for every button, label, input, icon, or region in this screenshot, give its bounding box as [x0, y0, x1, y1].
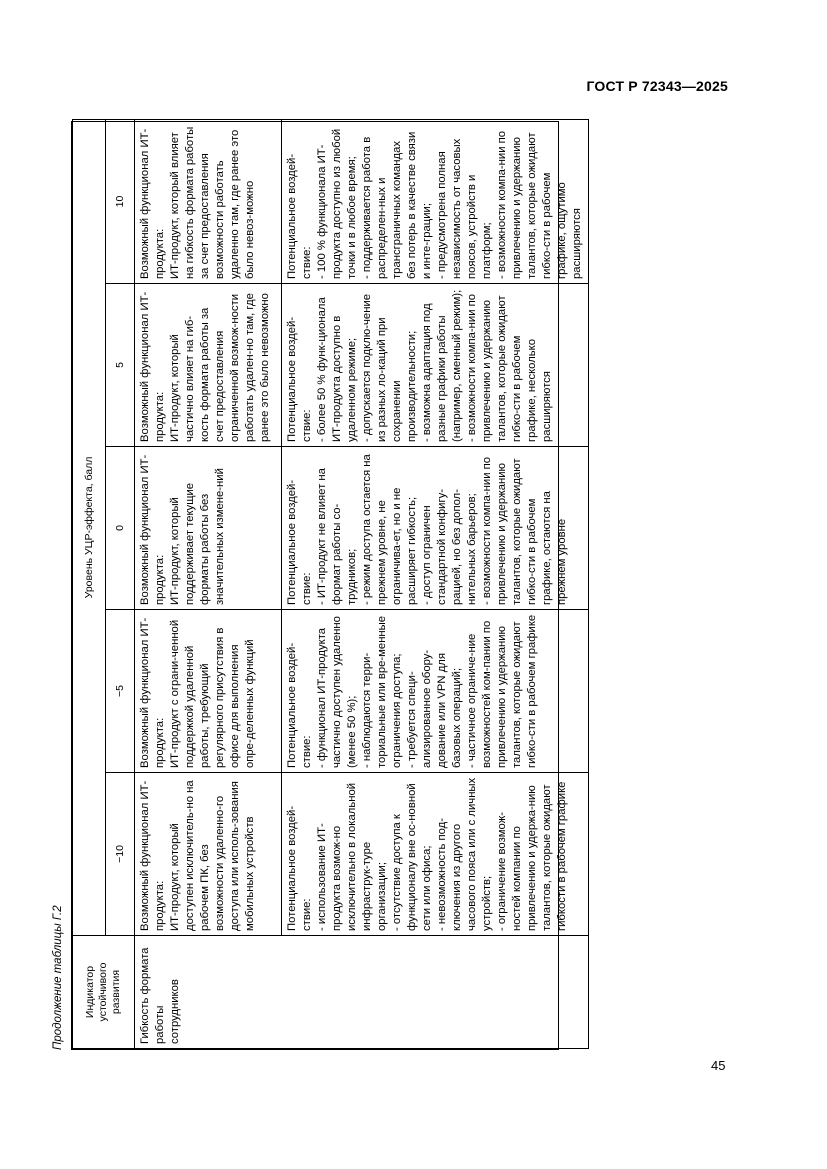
evaluation-table [71, 121, 583, 1050]
header-level-group: Уровень УЦР-эффекта, балл [73, 119, 106, 935]
impact-cell: Потенциальное воздей-ствие: - ИТ-продукт не влияет на формат работы со-трудников; - режим доступа остается на прежнем уровне, не ограничива-ет, но и не расширяет гибкость; - доступ ограничен стандартной конфигу-рацией, но без допол-нительных барьеров; - возможности компа-нии по привлечению и удержанию талантов, которые ожидают гибко-сти в рабочем графике, остаются на прежнем уровне [282, 447, 589, 610]
document-standard-number: ГОСТ Р 72343—2025 [586, 78, 728, 94]
impact-cell: Потенциальное воздей-ствие: - более 50 % функ-ционала ИТ-продукта доступно в удаленном режиме; - допускается подклю-чение из разных ло-каций при сохранении производительности; - возможна адаптация под разные графики работы (например, сменный режим); - возможности компа-нии по привлечению и удержанию талантов, которые ожидают гибко-сти в рабочем графике, несколько расширяются [282, 284, 589, 447]
header-level: −10 [106, 773, 135, 936]
table-continuation-label: Продолжение таблицы Г.2 [52, 905, 64, 1050]
page-number: 45 [711, 1058, 726, 1073]
header-indicator: Индикатор устойчивого развития [73, 936, 135, 1049]
functionality-cell: Возможный функционал ИТ-продукта: ИТ-продукт, который влияет на гибкость формата работы за счет предоставления возможности работать удаленно там, где ранее это было невоз-можно [135, 119, 282, 283]
functionality-cell: Возможный функционал ИТ-продукта: ИТ-продукт, который частично влияет на гиб-кость формата работы за счет предоставления ограниченной возмож-ности работать удален-но там, где ранее это было невозможно [135, 284, 282, 447]
table-row [282, 119, 589, 1048]
functionality-cell: Возможный функционал ИТ-продукта: ИТ-продукт с ограни-ченной поддержкой удаленной работы, требующий регулярного присутствия в офисе для выполнения опре-деленных функций [135, 610, 282, 773]
header-level: 0 [106, 447, 135, 610]
impact-cell: Потенциальное воздей-ствие: - использование ИТ-продукта возмож-но исключительно в локальной инфраструк-туре организации; - отсутствие доступа к функционалу вне ос-новной сети или офиса; - невозможность под-ключения из другого часового пояса или с личных устройств; - ограничение возмож-ностей компании по привлечению и удержа-нию талантов, которые ожидают гибкости в рабочем графике [282, 773, 589, 936]
functionality-cell: Возможный функционал ИТ-продукта: ИТ-продукт, который поддерживает текущие форматы работы без значительных измене-ний [135, 447, 282, 610]
impact-cell: Потенциальное воздей-ствие: - 100 % функционала ИТ-продукта доступно из любой точки и в любое время; - поддерживается работа в распределен-ных и трансграничных командах без потерь в качестве связи и инте-грации; - предусмотрена полная независимость от часовых поясов, устройств и платформ; - возможности компа-нии по привлечению и удержанию талантов, которые ожидают гибко-сти в рабочем графике, ощутимо расширяются [282, 119, 589, 283]
rotated-table-block [50, 120, 583, 1050]
indicator-cell: Гибкость формата работы сотрудников [135, 936, 589, 1049]
header-level: 10 [106, 119, 135, 283]
table-row [135, 119, 282, 1048]
functionality-cell: Возможный функционал ИТ-продукта: ИТ-продукт, который доступен исключитель-но на рабочем ПК, без возможности удаленно-го доступа или исполь-зования мобильных устройств [135, 773, 282, 936]
header-level: 5 [106, 284, 135, 447]
header-level: −5 [106, 610, 135, 773]
impact-cell: Потенциальное воздей-ствие: - функционал ИТ-продукта частично доступен удаленно (менее 50 %); - наблюдаются терри-ториальные или вре-менные ограничения доступа; - требуется специ-ализированное обору-дование или VPN для базовых операций; - частичное ограниче-ние возможностей ком-пании по привлечению и удержанию талантов, которые ожидают гибко-сти в рабочем графике [282, 610, 589, 773]
